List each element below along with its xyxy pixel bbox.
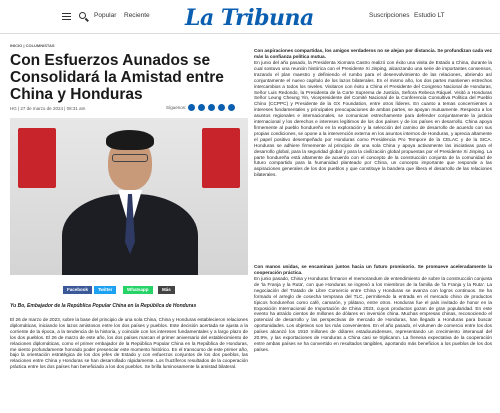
left-body-text: El 26 de marzo de 2023, sobre la base del principio de una sola China, China y Honduras establecieron relaciones diplomáticas, iniciando los lazos amistosos entre los dos países y pueblos. Este decisión acertada se ajusta a la corriente de la época, a la tendencia de la historia, y coincide con los intereses fundamentales y a largo plazo de los dos pueblos. El 26 de marzo de este año, los dos países marcan el primer aniversario del establecimiento de relaciones diplomáticas, como el primer embajador de la República Popular China en la República de Honduras, me siento profundamente honrado poder presenciar este momento histórico. En el transcurso de este primer año, bajo la orientación estratégica de los dos jefes de Estado y con esfuerzos conjuntos de los dos pueblos, las relaciones entre China y Honduras se han desarrollado rápidamente. Los fructíferos resultados de la cooperación práctica entre los dos países han beneficiado a los dos pueblos. Se brilla luminosamente la amistad bilateral. <box>10 317 248 370</box>
share-more-button[interactable]: Más <box>158 286 175 294</box>
flag-right <box>202 128 240 188</box>
share-whatsapp-button[interactable]: Whatsapp <box>123 286 153 294</box>
photo-caption: Yu Bo, Embajador de la República Popular China en la República de Honduras <box>10 303 197 309</box>
share-twitter-button[interactable]: Twitter <box>94 286 116 294</box>
twitter-follow-icon[interactable] <box>198 104 205 111</box>
article-photo <box>10 118 248 275</box>
share-facebook-button[interactable]: Facebook <box>63 286 92 294</box>
article-title: Con Esfuerzos Aunados se Consolidará la Amistad entre China y Honduras <box>10 52 224 103</box>
menu-icon[interactable] <box>62 13 71 20</box>
search-icon[interactable] <box>79 12 86 19</box>
right-heading-1: Con aspiraciones compartidas, los amigos verdaderos no se alejan por distancia. Se profundizan cada vez más la confianza política mutua. <box>254 48 492 59</box>
nav-recent[interactable]: Reciente <box>124 12 150 19</box>
right-body-text-1: En junio del año pasado, la Presidenta Xiomara Castro realizó con éxito una visita de Estado a China, durante la cual sostuvo una reunión histórica con el Presidente Xi Jinping, alcanzando una serie de importantes consensos, trazando el plan maestro y definiendo el rumbo para el desenvolvimiento de las relaciones, abriendo así conjuntamente el nuevo capítulo de los lazos bilaterales. En el mismo año, los dos partes mantienen estrechos intercambios a todos los niveles. Visitaron con éxito a China el Presidente del Congreso Nacional de Honduras, Señor Luis Redondo, la Presidenta de la Corte Suprema de Justicia, Señora Rebeca Ráquel. Visitó a Honduras Señor Leung Cheung Yin, Vicepresidente del Comité Nacional de la Conferencia Consultiva Política del Pueblo Chino (CCPPC) y Presidente de la GX Foundation, entre otros líderes. En cuanto a temas concernientes a intereses fundamentales y principales preocupaciones de ambas partes, se apoyan mutuamente. Respecto a los asuntos regionales e internacionales, se comunican estrechamente para defender conjuntamente la justicia internacional y los derechos e intereses legítimos de los dos países y de los países en desarrollo. China apoya firmemente al pueblo hondureño en la exploración y la selección del camino de desarrollo de acuerdo con sus propias condiciones, se opone a la intervención externa en los asuntos internos de Honduras, y aprecia altamente el papel positivo desempeñado por Honduras como Presidencia Pro Tempore de la CELAC y de la SICA. Honduras se adhiere firmemente al principio de una sola China y apoya activamente las iniciativas para el desarrollo global, para la seguridad global y para la civilización global propuestas por el Presidente Xi Jinping. La parte hondureña está altamente de acuerdo con el concepto de la construcción conjunta de la comunidad de futuro compartido para la humanidad planteado por China, un concepto importante que responde a las aspiraciones generales de los dos pueblos y que constituye la bandera que libera el desarrollo de las relaciones bilaterales. <box>254 60 492 178</box>
instagram-follow-icon[interactable] <box>208 104 215 111</box>
flag-left <box>18 128 56 188</box>
breadcrumb[interactable]: INICIO | COLUMNISTAS <box>10 43 55 48</box>
article-meta: HG | 27 de marzo de 2024 | 08:31 am <box>10 106 86 111</box>
right-body-text-2: En junio pasado, China y Honduras firmaron el memorandum de entendimiento de sobre la construcción conjunta de 'la Franja y la Ruta', con que Honduras se ingresó a los miembros de la familia de 'la Franja y la Ruta'. La negociación del Tratado de Libre Comercio entre China y Honduras se avanza con logros continuos. Se ha formado el arreglo de cosecha temprana del TLC, permitiendo la entrada en el mercado chino de productos típicos hondureños como café, camarón, y plátano, entre otros. Honduras fue el país invitado de honor en la Exposición Internacional de Importación de China 2023, cuyos productos gozan de gran popularidad. En este evento ha atraído cientos de millones de dólares en inversión china. Muchas empresas chinas, reconociendo el potencial de desarrollo y las perspectivas de mercado de Honduras, han llegado a Honduras para buscar oportunidades. Los objetivos son los más convenientes. En el año pasado, el volumen de comercio entre los dos países alcanzó los 1910 millones de dólares estadounidenses, representando un crecimiento interanual del 20.9%, y las exportaciones de Honduras a China casi se triplicaron. La frenesa expectativa de la cooperación entre ambas países se ha convertido en resultados tangibles, aportando más beneficios a los pueblos de los dos países. <box>254 276 492 352</box>
nav-studio[interactable]: Estudio LT <box>414 12 445 19</box>
site-logo[interactable]: La Tribuna <box>185 5 314 31</box>
follow-label: Síguenos: <box>166 105 187 110</box>
hair <box>106 130 154 150</box>
right-heading-2: Con manos unidas, se encaminan juntos hacia un futuro promisorio. Se promueve aceleradamente la cooperación práctica. <box>254 264 492 275</box>
glasses <box>112 154 148 162</box>
nav-popular[interactable]: Popular <box>94 12 117 19</box>
youtube-follow-icon[interactable] <box>218 104 225 111</box>
top-bar <box>0 0 500 34</box>
facebook-follow-icon[interactable] <box>188 104 195 111</box>
email-follow-icon[interactable] <box>228 104 235 111</box>
nav-subscriptions[interactable]: Suscripciones <box>369 12 410 19</box>
